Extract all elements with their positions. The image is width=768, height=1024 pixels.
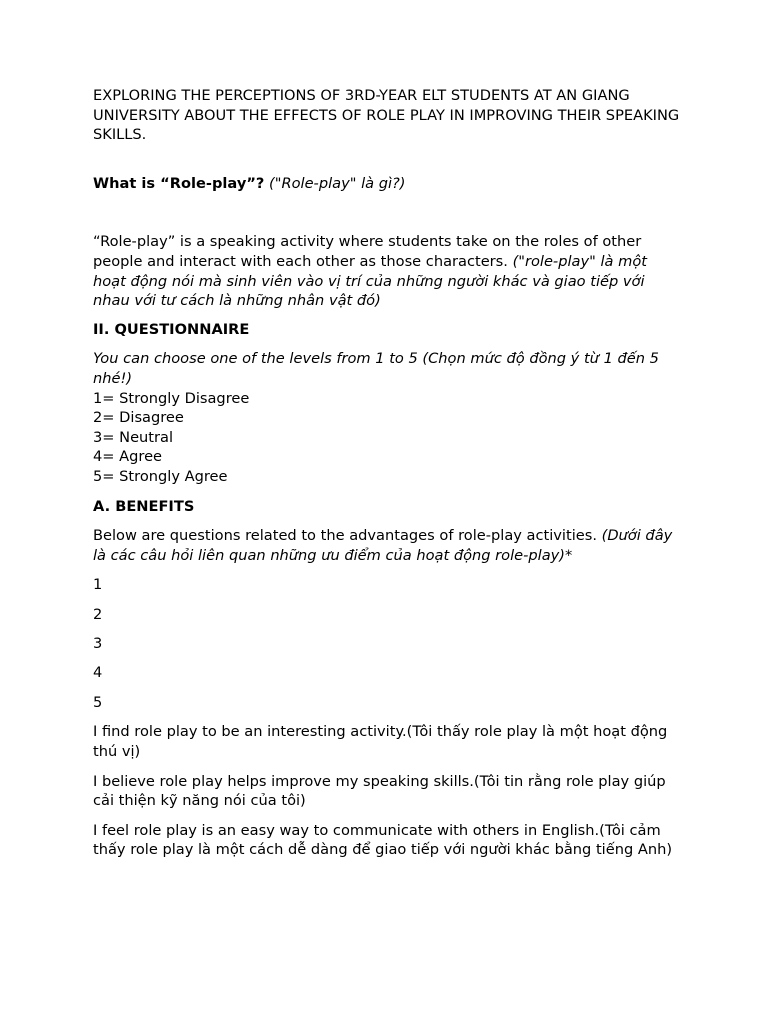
rating-scale-value[interactable]: 4	[93, 664, 103, 682]
document-title: EXPLORING THE PERCEPTIONS OF 3RD-YEAR ELT STUDENTS AT AN GIANG UNIVERSITY ABOUT THE EFFECTS OF ROLE PLAY IN IMPROVING THEIR SPEAKING SKILLS.	[93, 87, 680, 144]
level-item: 4= Agree	[93, 448, 163, 466]
question-item: I believe role play helps improve my speaking skills.(Tôi tin rằng role play giúp cải thiện kỹ năng nói của tôi)	[93, 772, 666, 810]
benefits-intro	[93, 526, 683, 565]
definition-translation-term: role-play	[524, 252, 590, 270]
what-is-translation	[264, 175, 405, 192]
level-instruction	[93, 349, 683, 388]
definition-translation-prefix: ("	[512, 252, 525, 270]
question-item: I find role play to be an interesting activity.(Tôi thấy role play là một hoạt động thú vị)	[93, 723, 668, 761]
level-instruction-text: You can choose one of the levels from 1 to 5 (Chọn mức độ đồng ý từ 1 đến 5 nhé!)	[93, 350, 659, 387]
document-page	[93, 86, 683, 870]
what-is-translation-suffix: " là gì?)	[349, 174, 406, 192]
what-is-translation-term: Role-play	[281, 174, 350, 192]
agreement-level-list	[93, 389, 683, 487]
role-play-definition	[93, 232, 683, 310]
definition-translation-suffix: " là một hoạt động nói mà sinh viên vào vị trí của những người khác và giao tiếp với nhau với tư cách là những nhân vật đó)	[93, 252, 647, 310]
level-item: 5= Strongly Agree	[93, 467, 228, 485]
what-is-question: What is “Role-play”?	[93, 174, 265, 192]
question-item: I feel role play is an easy way to communicate with others in English.(Tôi cảm thấy role play là một cách dễ dàng để giao tiếp với người khác bằng tiếng Anh)	[93, 821, 673, 859]
rating-scale-value[interactable]: 2	[93, 605, 103, 623]
level-item: 2= Disagree	[93, 409, 184, 427]
definition-text: “Role-play” is a speaking activity where students take on the roles of other people and interact with each other as those characters.	[93, 233, 642, 270]
section-heading-benefits: A. BENEFITS	[93, 497, 195, 515]
level-item: 1= Strongly Disagree	[93, 389, 250, 407]
level-item: 3= Neutral	[93, 428, 174, 446]
what-is-translation-prefix: ("	[264, 174, 282, 192]
rating-scale-list	[93, 575, 683, 712]
what-is-heading	[93, 174, 683, 194]
rating-scale-value[interactable]: 5	[93, 693, 103, 711]
rating-scale-value[interactable]: 3	[93, 635, 103, 653]
section-heading-questionnaire: II. QUESTIONNAIRE	[93, 320, 250, 338]
benefits-intro-text: Below are questions related to the advantages of role-play activities.	[93, 527, 602, 545]
rating-scale-value[interactable]: 1	[93, 576, 103, 594]
benefits-intro-translation: (Dưới đây là các câu hỏi liên quan những ưu điểm của hoạt động role-play)*	[93, 527, 673, 564]
